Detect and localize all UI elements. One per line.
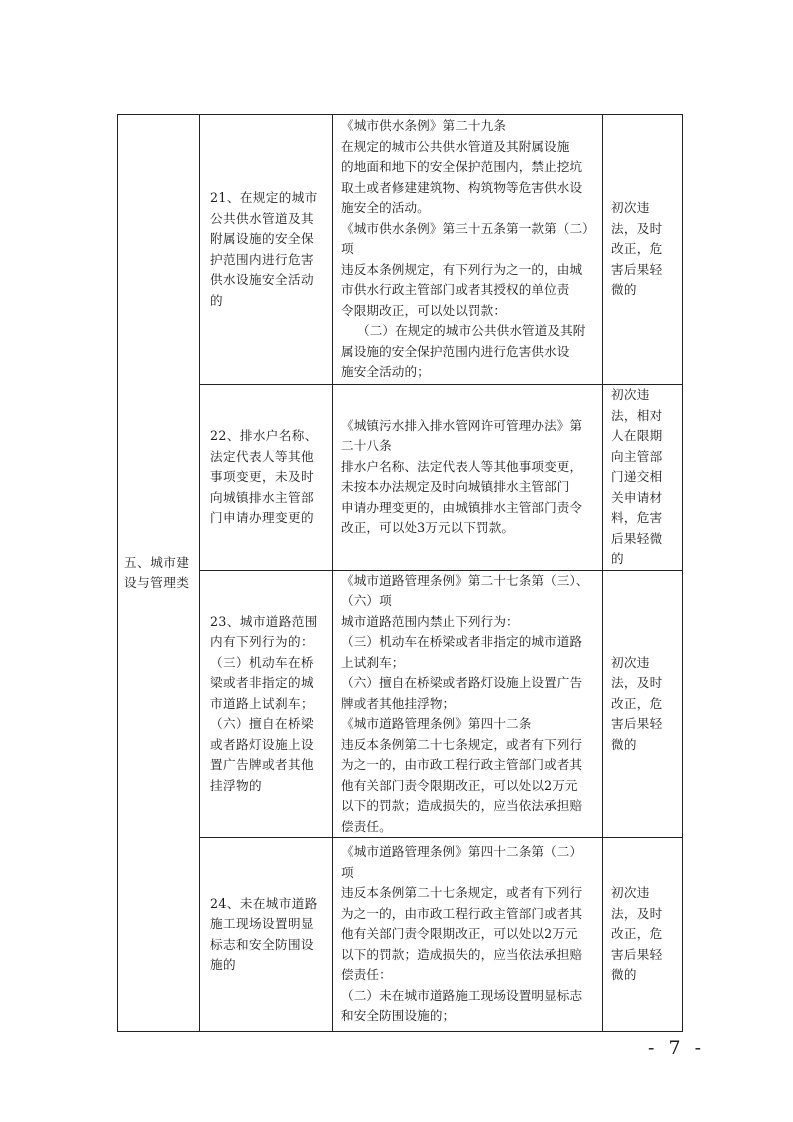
- item-cell: [200, 838, 333, 1032]
- condition-line: 初次违: [611, 654, 650, 670]
- basis-line: 《城市道路管理条例》第四十二条第（二）: [341, 844, 583, 860]
- basis-line: 属设施的安全保护范围内进行危害供水设: [341, 343, 570, 359]
- condition-cell: [603, 838, 683, 1032]
- basis-line: 《城市道路管理条例》第二十七条第（三）、: [341, 572, 589, 588]
- condition-line: 料，危害: [611, 510, 663, 525]
- condition-line: 改正，危: [611, 926, 663, 942]
- item-line: 或者路灯设施上设: [210, 736, 314, 752]
- condition-line: 法，及时: [611, 675, 663, 690]
- item-line: 23、城市道路范围: [210, 613, 318, 629]
- item-line: 21、在规定的城市: [210, 190, 318, 205]
- condition-line: 微的: [611, 282, 637, 298]
- legal-basis-cell: [333, 115, 603, 385]
- basis-line: 偿责任。: [341, 818, 392, 834]
- item-line: 附属设施的安全保: [210, 231, 314, 246]
- legal-basis-cell: [333, 838, 603, 1032]
- item-line: 事项变更，未及时: [210, 469, 314, 484]
- condition-line: 害后果轻: [611, 261, 663, 277]
- item-line: 法定代表人等其他: [210, 448, 314, 464]
- condition-line: 后果轻微: [611, 530, 663, 546]
- basis-line: （三）机动车在桥梁或者非指定的城市道路: [341, 634, 583, 649]
- condition-cell: [603, 115, 683, 385]
- item-cell: [200, 385, 333, 571]
- basis-line: 违反本条例规定，有下列行为之一的，由城: [341, 261, 583, 277]
- item-line: 施工现场设置明显: [210, 916, 314, 931]
- category-line: 设与管理类: [124, 575, 190, 590]
- condition-line: 害后果轻: [611, 946, 663, 962]
- basis-line: 排水户名称、法定代表人等其他事项变更，: [341, 458, 583, 474]
- item-line: 供水设施安全活动: [210, 272, 314, 287]
- basis-line: 项: [341, 241, 354, 257]
- basis-line: 牌或者其他挂浮物；: [341, 695, 456, 711]
- category-cell: [118, 115, 200, 1032]
- condition-line: 法，及时: [611, 905, 663, 921]
- basis-line: 以下的罚款；造成损失的，应当依法承担赔: [341, 946, 583, 962]
- basis-line: 违反本条例第二十七条规定，或者有下列行: [341, 736, 583, 752]
- basis-line: 他有关部门责令限期改正，可以处以2万元: [341, 926, 578, 942]
- basis-line: （二）在规定的城市公共供水管道及其附: [357, 323, 586, 339]
- item-line: 门申请办理变更的: [210, 510, 314, 525]
- basis-line: （二）未在城市道路施工现场设置明显标志: [341, 987, 583, 1003]
- item-cell: [200, 115, 333, 385]
- item-line: 的: [210, 292, 223, 308]
- condition-line: 人在限期: [611, 428, 663, 443]
- condition-line: 害后果轻: [611, 716, 663, 731]
- item-line: 市道路上试刹车；: [210, 695, 314, 711]
- basis-line: 市供水行政主管部门或者其授权的单位责: [341, 282, 570, 298]
- item-line: 梁或者非指定的城: [210, 675, 314, 690]
- condition-line: 微的: [611, 967, 637, 983]
- basis-line: 《城市供水条例》第三十五条第一款第（二）: [341, 220, 595, 236]
- basis-line: 取土或者修建建筑物、构筑物等危害供水设: [341, 179, 583, 195]
- item-line: （六）擅自在桥梁: [210, 716, 314, 731]
- basis-line: 《城市供水条例》第二十九条: [341, 118, 507, 134]
- table-row: [118, 115, 683, 385]
- table-row: [118, 838, 683, 1032]
- condition-cell: [603, 385, 683, 571]
- condition-line: 关申请材: [611, 489, 663, 505]
- basis-line: 为之一的，由市政工程行政主管部门或者其: [341, 905, 583, 921]
- table-row: [118, 570, 683, 838]
- basis-line: 在规定的城市公共供水管道及其附属设施: [341, 138, 570, 154]
- basis-line: 他有关部门责令限期改正，可以处以2万元: [341, 777, 578, 793]
- basis-line: 申请办理变更的，由城镇排水主管部门责令: [341, 499, 583, 515]
- basis-line: 和安全防围设施的；: [341, 1008, 456, 1024]
- basis-line: 改正，可以处3万元以下罚款。: [341, 520, 515, 536]
- basis-line: 《城市道路管理条例》第四十二条: [341, 716, 532, 731]
- item-line: 置广告牌或者其他: [210, 757, 314, 772]
- legal-basis-cell: [333, 385, 603, 571]
- item-line: （三）机动车在桥: [210, 654, 314, 670]
- basis-line: 施安全的活动。: [341, 200, 430, 216]
- basis-line: 《城镇污水排入排水管网许可管理办法》第: [341, 417, 583, 433]
- category-line: 五、城市建: [124, 554, 190, 570]
- basis-line: 施安全活动的；: [341, 364, 430, 380]
- item-line: 公共供水管道及其: [210, 210, 314, 226]
- condition-line: 改正，危: [611, 695, 663, 711]
- item-line: 挂浮物的: [210, 777, 262, 793]
- condition-line: 法，及时: [611, 220, 663, 236]
- condition-line: 初次违: [611, 885, 650, 901]
- basis-line: 项: [341, 864, 354, 880]
- basis-line: 二十八条: [341, 438, 392, 454]
- basis-line: 的地面和地下的安全保护范围内，禁止挖坑: [341, 159, 583, 175]
- legal-basis-cell: [333, 570, 603, 838]
- basis-line: 为之一的，由市政工程行政主管部门或者其: [341, 757, 583, 772]
- item-line: 向城镇排水主管部: [210, 489, 314, 505]
- item-line: 护范围内进行危害: [210, 251, 314, 267]
- condition-line: 微的: [611, 736, 637, 752]
- basis-line: 以下的罚款；造成损失的，应当依法承担赔: [341, 798, 583, 813]
- condition-line: 改正，危: [611, 241, 663, 257]
- condition-line: 初次违: [611, 387, 650, 402]
- condition-line: 向主管部: [611, 448, 663, 464]
- item-line: 内有下列行为的：: [210, 634, 314, 649]
- page-number: - 7 -: [648, 1037, 706, 1059]
- basis-line: （六）擅自在桥梁或者路灯设施上设置广告: [341, 675, 583, 690]
- item-line: 22、排水户名称、: [210, 428, 318, 443]
- condition-line: 门递交相: [611, 469, 663, 484]
- basis-line: 未按本办法规定及时向城镇排水主管部门: [341, 479, 570, 495]
- condition-cell: [603, 570, 683, 838]
- basis-line: （六）项: [341, 593, 392, 608]
- basis-line: 令限期改正，可以处以罚款：: [341, 302, 507, 318]
- table-row: [118, 385, 683, 571]
- basis-line: 城市道路范围内禁止下列行为：: [341, 613, 519, 629]
- item-line: 施的: [210, 957, 236, 972]
- item-cell: [200, 570, 333, 838]
- item-line: 24、未在城市道路: [210, 895, 318, 911]
- condition-line: 初次违: [611, 200, 650, 216]
- basis-line: 上试刹车；: [341, 654, 405, 670]
- condition-line: 法，相对: [611, 407, 663, 423]
- item-line: 标志和安全防围设: [210, 936, 314, 952]
- law-table: [117, 114, 683, 1032]
- basis-line: 偿责任：: [341, 967, 392, 983]
- condition-line: 的: [611, 551, 624, 566]
- basis-line: 违反本条例第二十七条规定，或者有下列行: [341, 885, 583, 901]
